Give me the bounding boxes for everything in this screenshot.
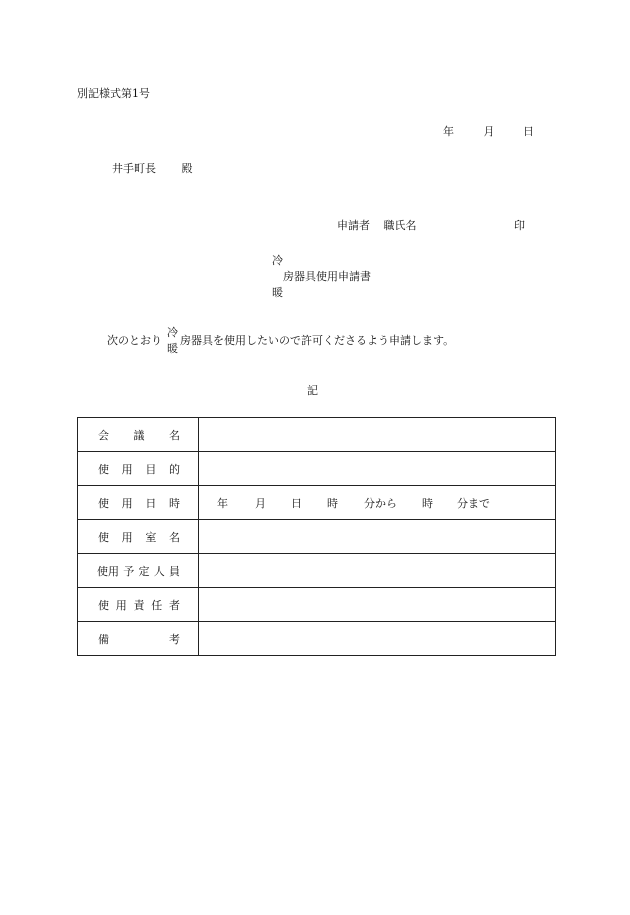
table-row: [78, 554, 556, 588]
applicant-title-name: 職氏名: [383, 219, 417, 232]
datetime-year: 年: [217, 496, 228, 510]
label-char: 時: [168, 496, 180, 510]
row-value-purpose[interactable]: [199, 452, 556, 486]
label-char: 備: [98, 632, 109, 646]
body-text: 房器具を使用したいので許可くださるよう申請します。: [180, 334, 455, 347]
row-label-remarks: [78, 622, 199, 656]
date-month: 月: [483, 125, 495, 138]
application-table: [77, 417, 556, 656]
label-char: 使用: [97, 564, 119, 578]
datetime-hour: 時: [327, 496, 338, 510]
doc-title-bottom: 暖: [272, 286, 283, 299]
label-char: 名: [169, 428, 180, 442]
table-row: [78, 520, 556, 554]
row-value-remarks[interactable]: [199, 622, 556, 656]
addressee: [112, 160, 193, 176]
row-label-meeting: [78, 418, 199, 452]
label-char: 用: [121, 462, 133, 476]
label-char: 議: [133, 428, 145, 442]
label-char: 者: [169, 598, 180, 612]
row-value-room[interactable]: [199, 520, 556, 554]
datetime-day: 日: [291, 496, 302, 510]
label-char: 責: [133, 598, 145, 612]
date-line: [443, 123, 534, 139]
row-label-datetime: [78, 486, 199, 520]
ki-heading: 記: [307, 384, 318, 397]
table-row: [78, 622, 556, 656]
form-number: 別記様式第1号: [77, 87, 150, 100]
doc-title-top: 冷: [272, 254, 283, 267]
row-label-attendees: [78, 554, 199, 588]
label-char: 考: [169, 632, 180, 646]
label-char: 員: [169, 564, 180, 578]
datetime-minute-to: 分まで: [457, 496, 490, 510]
row-label-purpose: [78, 452, 199, 486]
label-char: 定: [138, 564, 150, 578]
datetime-minute-from: 分から: [364, 496, 397, 510]
doc-title: 房器具使用申請書: [283, 270, 371, 283]
row-value-responsible[interactable]: [199, 588, 556, 622]
label-char: 使: [98, 462, 109, 476]
table-row: [78, 452, 556, 486]
label-char: 使: [98, 530, 109, 544]
label-char: 日: [145, 496, 157, 510]
applicant-label: 申請者: [337, 219, 370, 232]
datetime-month: 月: [255, 496, 266, 510]
label-char: 人: [153, 564, 165, 578]
label-char: 使: [98, 496, 109, 510]
body-stack-top: 冷: [167, 326, 178, 339]
datetime-hour-to: 時: [422, 496, 433, 510]
row-label-responsible: [78, 588, 199, 622]
date-year: 年: [443, 125, 454, 138]
body-prefix: 次のとおり: [107, 334, 162, 347]
label-char: 名: [168, 530, 180, 544]
row-label-room: [78, 520, 199, 554]
label-char: 用: [115, 598, 127, 612]
addressee-name: 井手町長: [112, 162, 156, 175]
label-char: 的: [168, 462, 180, 476]
seal-mark: 印: [514, 219, 525, 232]
label-char: 予: [123, 564, 135, 578]
applicant-line: [337, 217, 417, 233]
label-char: 用: [121, 496, 133, 510]
label-char: 会: [98, 428, 109, 442]
label-char: 用: [121, 530, 133, 544]
row-value-datetime[interactable]: [199, 486, 556, 520]
table-row: [78, 418, 556, 452]
row-value-meeting[interactable]: [199, 418, 556, 452]
label-char: 目: [145, 462, 157, 476]
label-char: 室: [145, 530, 157, 544]
table-row: [78, 588, 556, 622]
label-char: 任: [151, 598, 163, 612]
label-char: 使: [98, 598, 109, 612]
date-day: 日: [523, 125, 534, 138]
body-stack-bottom: 暖: [167, 342, 178, 355]
row-value-attendees[interactable]: [199, 554, 556, 588]
table-row: [78, 486, 556, 520]
addressee-honorific: 殿: [181, 162, 193, 175]
